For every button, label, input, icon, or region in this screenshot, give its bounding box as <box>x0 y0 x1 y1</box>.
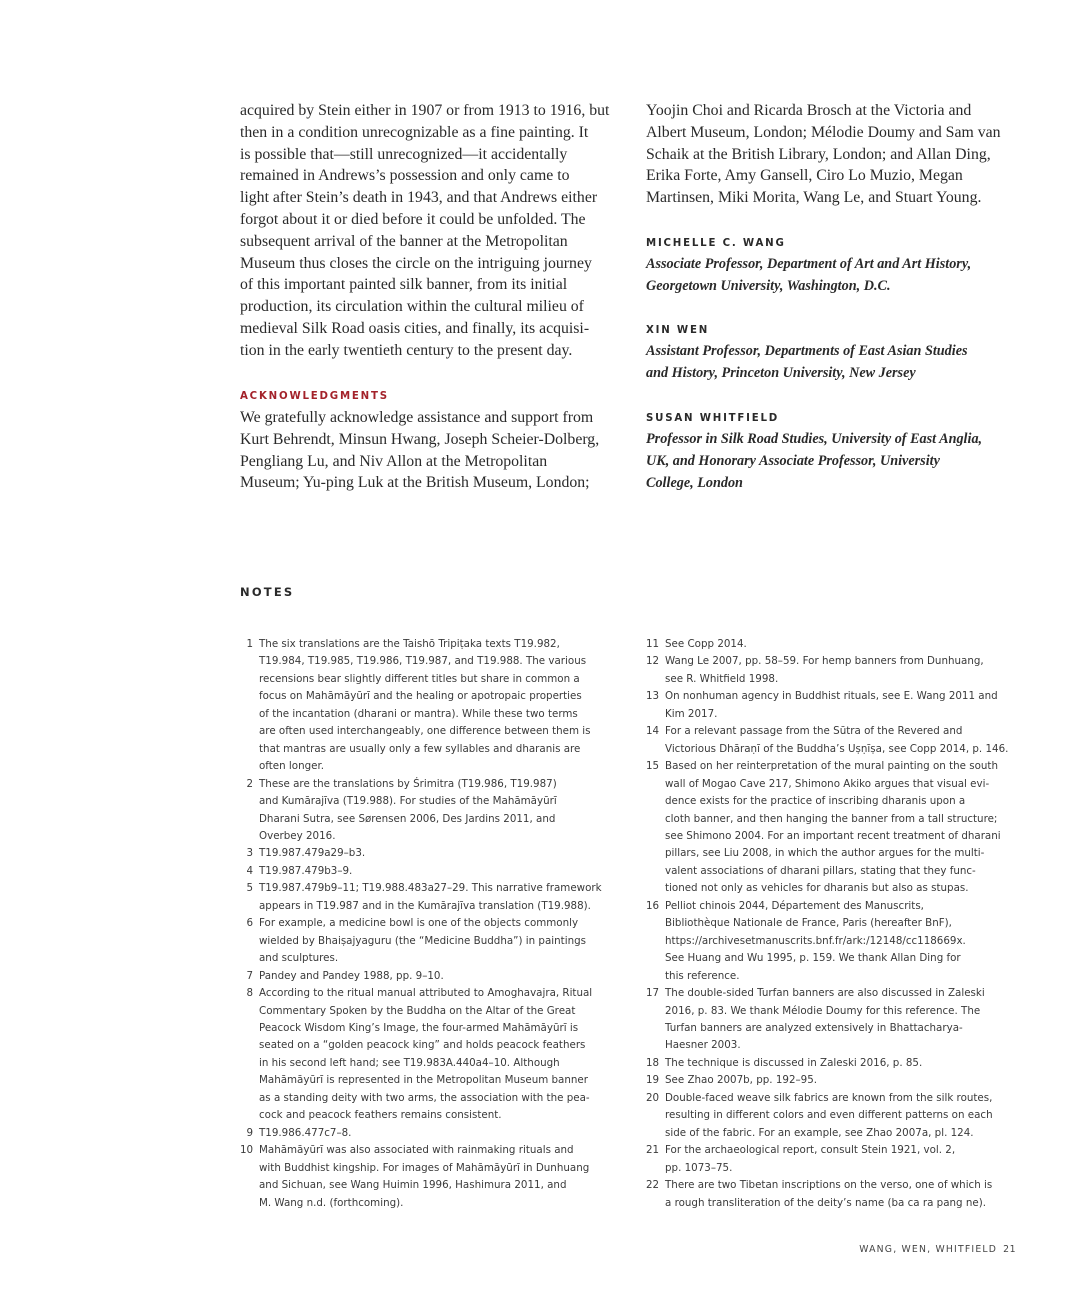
footnote-number: 1 <box>246 638 253 650</box>
footnote-line: Based on her reinterpretation of the mural painting on the south <box>665 760 998 773</box>
affiliation-line: Professor in Silk Road Studies, University of East Anglia, <box>646 431 983 447</box>
footnote <box>240 845 625 862</box>
footnote-line: Peacock Wisdom King’s Image, the four-armed Mahāmāyūrī is <box>259 1021 579 1034</box>
body-line: Yoojin Choi and Ricarda Brosch at the Victoria and <box>646 102 972 119</box>
footnote-line: valent associations of dharani pillars, stating that they func- <box>665 864 976 877</box>
footnote-number: 20 <box>646 1091 660 1104</box>
footnote-line: Pelliot chinois 2044, Département des Manuscrits, <box>665 899 924 912</box>
footnote-line: resulting in different colors and even different patterns on each <box>665 1109 993 1122</box>
footnote <box>646 1177 1031 1212</box>
footnote-line: For example, a medicine bowl is one of the objects commonly <box>259 917 579 930</box>
footnote-line: For a relevant passage from the Sūtra of the Revered and <box>665 725 963 738</box>
footnote-line: often longer. <box>259 760 325 773</box>
page-number: 21 <box>1003 1244 1016 1255</box>
footnote-number: 6 <box>246 917 253 930</box>
footnote <box>240 636 625 776</box>
footnote-number: 2 <box>246 777 253 790</box>
body-text-left <box>240 100 620 362</box>
body-line: medieval Silk Road oasis cities, and finally, its acquisi- <box>240 319 590 337</box>
footnote-line: in his second left hand; see T19.983A.440a4–10. Although <box>259 1056 560 1069</box>
author-affiliation <box>646 254 971 298</box>
affiliation-line: Associate Professor, Department of Art and Art History, <box>646 256 972 272</box>
acknowledgments-continued <box>646 100 1026 209</box>
author-affiliation <box>646 341 968 385</box>
author-name: MICHELLE C. WANG <box>646 238 786 249</box>
footnote-number: 16 <box>646 899 660 912</box>
footnote-line: Mahāmāyūrī is represented in the Metropolitan Museum banner <box>259 1074 588 1087</box>
footnote-line: Double-faced weave silk fabrics are known from the silk routes, <box>665 1091 993 1104</box>
footnote-number: 14 <box>646 725 660 738</box>
footnote-line: a rough transliteration of the deity’s name (ba ca ra pang ne). <box>665 1196 987 1209</box>
footnote <box>240 915 625 967</box>
footnote-line: The technique is discussed in Zaleski 2016, p. 85. <box>665 1056 923 1069</box>
footnote-line: M. Wang n.d. (forthcoming). <box>259 1196 404 1209</box>
footnote <box>240 985 625 1125</box>
footnote-line: wall of Mogao Cave 217, Shimono Akiko argues that visual evi- <box>665 777 990 790</box>
footnote-line: T19.987.479b3–9. <box>259 864 353 877</box>
footnote-line: Dharani Sutra, see Sørensen 2006, Des Jardins 2011, and <box>259 812 556 825</box>
footnote-line: The six translations are the Taishō Tripiṭaka texts T19.982, <box>259 638 560 650</box>
footnote-number: 3 <box>246 847 253 860</box>
footnote <box>646 898 1031 985</box>
footnote-line: For the archaeological report, consult Stein 1921, vol. 2, <box>665 1144 956 1157</box>
body-line: Museum; Yu-ping Luk at the British Museum, London; <box>240 474 590 492</box>
footnote-line: and Kumārajīva (T19.988). For studies of the Mahāmāyūrī <box>259 795 557 808</box>
footnote-line: that mantras are usually only a few syllables and dharanis are <box>259 742 581 755</box>
footnote-line: see R. Whitfield 1998. <box>665 672 779 685</box>
footnote <box>240 1142 625 1212</box>
footnote-line: On nonhuman agency in Buddhist rituals, see E. Wang 2011 and <box>665 690 998 703</box>
body-line: forgot about it or died before it could be unfolded. The <box>240 210 586 228</box>
footnote-line: T19.986.477c7–8. <box>259 1126 352 1139</box>
footnote-number: 8 <box>246 987 253 1000</box>
body-line: light after Stein’s death in 1943, and that Andrews either <box>240 189 598 207</box>
footnote <box>240 880 625 915</box>
footnote-number: 19 <box>646 1074 660 1087</box>
footnote <box>646 1142 1031 1177</box>
footnote <box>646 1090 1031 1142</box>
footnote-line: cloth banner, and then hanging the banner from a tall structure; <box>665 812 998 825</box>
footnote-line: tioned not only as vehicles for dharanis but also as stupas. <box>665 882 969 895</box>
footnote-line: and sculptures. <box>259 952 339 965</box>
footnote-number: 9 <box>246 1126 253 1139</box>
footnote-number: 5 <box>246 882 253 895</box>
footnote-line: are often used interchangeably, one difference between them is <box>259 725 591 738</box>
affiliation-line: UK, and Honorary Associate Professor, University <box>646 452 940 469</box>
footnote-line: and Sichuan, see Wang Huimin 1996, Hashimura 2011, and <box>259 1179 567 1192</box>
footnote-line: of the incantation (dharani or mantra). While these two terms <box>259 707 578 720</box>
footnote-line: Haesner 2003. <box>665 1039 741 1052</box>
footnote-line: appears in T19.987 and in the Kumārajīva translation (T19.988). <box>259 899 591 912</box>
body-line: of this important painted silk banner, from its initial <box>240 276 568 294</box>
footnote-line: These are the translations by Śrimitra (T19.986, T19.987) <box>259 777 557 790</box>
acknowledgments-text <box>240 407 620 494</box>
footnote-line: Wang Le 2007, pp. 58–59. For hemp banners from Dunhuang, <box>665 655 984 668</box>
footnote <box>240 863 625 880</box>
footnote-line: with Buddhist kingship. For images of Mahāmāyūrī in Dunhuang <box>259 1161 590 1174</box>
footnote <box>646 758 1031 898</box>
footnote-line: See Zhao 2007b, pp. 192–95. <box>665 1074 818 1087</box>
footnote-line: The double-sided Turfan banners are also discussed in Zaleski <box>665 987 985 1000</box>
footnote-number: 22 <box>646 1179 660 1192</box>
footnote-line: focus on Mahāmāyūrī and the healing or apotropaic properties <box>259 690 582 703</box>
footnote-line: 2016, p. 83. We thank Mélodie Doumy for this reference. The <box>665 1004 981 1017</box>
body-line: subsequent arrival of the banner at the Metropolitan <box>240 232 568 250</box>
footnote-line: seated on a “golden peacock king” and holds peacock feathers <box>259 1039 586 1052</box>
footnote <box>646 1072 1031 1089</box>
footnote-line: pp. 1073–75. <box>665 1161 733 1174</box>
running-footer <box>859 1244 1016 1255</box>
footnote-line: See Copp 2014. <box>665 638 747 650</box>
footnote-number: 13 <box>646 690 660 703</box>
footnote-line: as a standing deity with two arms, the association with the pea- <box>259 1091 590 1104</box>
body-line: acquired by Stein either in 1907 or from 1913 to 1916, but <box>240 102 610 119</box>
notes-column-left <box>240 636 625 1212</box>
footnote-line: wielded by Bhaiṣajyaguru (the “Medicine Buddha”) in paintings <box>259 934 586 947</box>
footnote-line: Turfan banners are analyzed extensively in Bhattacharya- <box>665 1021 963 1034</box>
body-line: Museum thus closes the circle on the intriguing journey <box>240 254 592 272</box>
footnote-line: https://archivesetmanuscrits.bnf.fr/ark:/12148/cc118669x. <box>665 934 966 947</box>
footnote-number: 7 <box>246 969 253 982</box>
footnote-number: 10 <box>240 1144 254 1157</box>
affiliation-line: Georgetown University, Washington, D.C. <box>646 277 891 294</box>
footnote-number: 12 <box>646 655 660 668</box>
footnote-line: According to the ritual manual attributed to Amoghavajra, Ritual <box>259 987 593 1000</box>
footnote-number: 4 <box>246 864 253 877</box>
footnote <box>646 723 1031 758</box>
footnote-line: Mahāmāyūrī was also associated with rainmaking rituals and <box>259 1144 574 1157</box>
body-line: Pengliang Lu, and Niv Allon at the Metropolitan <box>240 452 548 470</box>
running-head: WANG, WEN, WHITFIELD <box>859 1244 998 1255</box>
body-line: Schaik at the British Library, London; and Allan Ding, <box>646 145 991 163</box>
footnote-line: T19.987.479b9–11; T19.988.483a27–29. This narrative framework <box>259 882 602 895</box>
body-line: then in a condition unrecognizable as a fine painting. It <box>240 123 589 141</box>
footnote-line: see Shimono 2004. For an important recent treatment of dharani <box>665 829 1001 842</box>
body-line: Kurt Behrendt, Minsun Hwang, Joseph Scheier-Dolberg, <box>240 430 600 448</box>
footnote-number: 21 <box>646 1144 660 1157</box>
footnote <box>646 688 1031 723</box>
footnote-number: 18 <box>646 1056 660 1069</box>
footnote-line: dence exists for the practice of inscribing dharanis upon a <box>665 795 966 808</box>
author-name: SUSAN WHITFIELD <box>646 413 780 424</box>
body-line: We gratefully acknowledge assistance and support from <box>240 409 594 426</box>
body-line: tion in the early twentieth century to the present day. <box>240 341 573 359</box>
footnote-line: Victorious Dhāraṇī of the Buddha’s Uṣṇīṣa, see Copp 2014, p. 146. <box>665 742 1009 755</box>
footnote <box>646 653 1031 688</box>
footnote-line: pillars, see Liu 2008, in which the author argues for the multi- <box>665 847 985 860</box>
footnote-line: Pandey and Pandey 1988, pp. 9–10. <box>259 969 444 982</box>
footnote <box>240 776 625 846</box>
footnote <box>646 1055 1031 1072</box>
author-affiliation <box>646 429 982 494</box>
footnote-line: cock and peacock feathers remains consistent. <box>259 1109 502 1122</box>
notes-column-right <box>646 636 1031 1212</box>
acknowledgments-heading: ACKNOWLEDGMENTS <box>240 391 389 402</box>
footnote <box>646 636 1031 653</box>
body-line: production, its circulation within the cultural milieu of <box>240 298 584 316</box>
footnote-line: T19.984, T19.985, T19.986, T19.987, and T19.988. The various <box>259 655 587 668</box>
body-line: Albert Museum, London; Mélodie Doumy and Sam van <box>646 123 1001 141</box>
affiliation-line: College, London <box>646 474 743 491</box>
footnote-line: recensions bear slightly different titles but share in common a <box>259 672 580 685</box>
affiliation-line: and History, Princeton University, New Jersey <box>646 364 916 381</box>
footnote-line: Bibliothèque Nationale de France, Paris (hereafter BnF), <box>665 917 952 930</box>
footnote-number: 11 <box>646 638 660 650</box>
body-line: remained in Andrews’s possession and only came to <box>240 167 570 185</box>
footnote-line: See Huang and Wu 1995, p. 159. We thank Allan Ding for <box>665 952 961 965</box>
affiliation-line: Assistant Professor, Departments of East Asian Studies <box>646 343 968 359</box>
notes-heading: NOTES <box>240 585 295 599</box>
footnote-line: T19.987.479a29–b3. <box>259 847 366 860</box>
footnote-line: There are two Tibetan inscriptions on the verso, one of which is <box>665 1179 993 1192</box>
body-line: is possible that—still unrecognized—it accidentally <box>240 145 568 163</box>
footnote <box>240 968 625 985</box>
body-line: Martinsen, Miki Morita, Wang Le, and Stuart Young. <box>646 189 982 207</box>
footnote-line: Overbey 2016. <box>259 829 336 842</box>
footnote-line: this reference. <box>665 969 740 982</box>
author-name: XIN WEN <box>646 325 710 336</box>
footnote-number: 15 <box>646 760 660 773</box>
footnote <box>646 985 1031 1055</box>
footnote-line: side of the fabric. For an example, see Zhao 2007a, pl. 124. <box>665 1126 974 1139</box>
footnote-number: 17 <box>646 987 660 1000</box>
footnote <box>240 1125 625 1142</box>
footnote-line: Commentary Spoken by the Buddha on the Altar of the Great <box>259 1004 576 1017</box>
body-line: Erika Forte, Amy Gansell, Ciro Lo Muzio, Megan <box>646 167 963 185</box>
footnote-line: Kim 2017. <box>665 707 718 720</box>
